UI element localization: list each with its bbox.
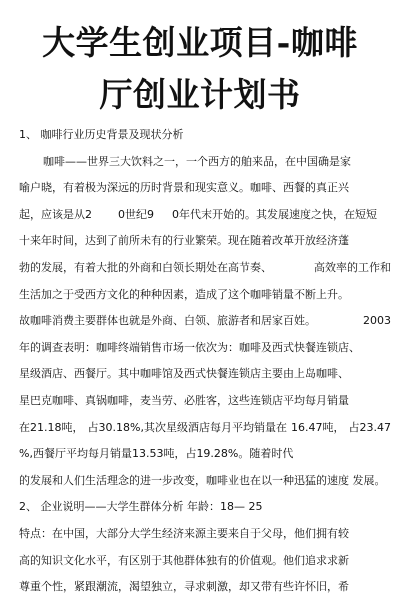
text-segment: 生活加之于受西方文化的种种因素，造成了这个咖啡销量不断上升。 (19, 287, 349, 301)
text-segment: 高效率的工作和 (314, 260, 391, 274)
document-title-line-2: 厅创业计划书 (99, 75, 301, 114)
paragraph-line (19, 574, 391, 601)
text-segment: 2、 企业说明——大学生群体分析 年龄：18— 25 (19, 500, 263, 514)
text-segment: 十来年时间，达到了前所未有的行业繁荣。现在随着改革开放经济蓬 (19, 234, 349, 248)
text-segment: 故咖啡消费主要群体也就是外商、白领、旅游者和居家百姓。 (19, 314, 316, 328)
paragraph-line (19, 441, 391, 468)
paragraph-line (19, 335, 391, 362)
paragraph-line (19, 282, 391, 309)
paragraph-line (19, 361, 391, 388)
section-heading-1 (19, 122, 391, 149)
text-segment: 年的调查表明：咖啡终端销售市场一依次为：咖啡及西式快餐连锁店、 (19, 340, 360, 354)
text-segment: 喻户晓，有着极为深远的历时背景和现实意义。咖啡、西餐的真正兴 (19, 181, 349, 195)
paragraph-line (19, 228, 391, 255)
text-segment: %,西餐厅平均每月销量13.53吨，占19.28%。随着时代 (19, 447, 294, 461)
paragraph-line (19, 255, 391, 282)
text-segment: 在21.18吨， (19, 420, 84, 434)
document-body (19, 122, 391, 601)
text-segment: 星级酒店、西餐厅。其中咖啡馆及西式快餐连锁店主要由上岛咖啡、 (19, 367, 349, 381)
paragraph-line (19, 548, 391, 575)
text-segment: 占30.18%,其次星级酒店每月平均销量在 (87, 420, 287, 434)
paragraph-line (19, 388, 391, 415)
text-segment: 星巴克咖啡、真锅咖啡，麦当劳、必胜客，这些连锁店平均每月销量 (19, 393, 349, 407)
section-heading-2 (19, 494, 391, 521)
text-segment: 0年代末开始的。其发展速度之快，在短短 (172, 207, 377, 221)
paragraph-line (19, 175, 391, 202)
text-segment: 2003 (363, 314, 391, 328)
document-title-line-1: 大学生创业项目-咖啡 (42, 23, 358, 62)
text-segment: 16.47吨， (290, 420, 345, 434)
text-segment: 尊重个性，紧跟潮流，渴望独立，寻求刺激，却又带有些许怀旧，希 (19, 580, 349, 594)
text-segment: 的发展和人们生活理念的进一步改变，咖啡业也在以一种迅猛的速度 发展。 (19, 473, 386, 487)
paragraph-line (19, 415, 391, 442)
paragraph-line (19, 468, 391, 495)
text-segment: 高的知识文化水平，有区别于其他群体独有的价值观。他们追求求新 (19, 553, 349, 567)
text-segment: 0世纪9 (118, 207, 154, 221)
text-segment: 起，应该是从2 (19, 207, 92, 221)
text-segment: 1、 咖啡行业历史背景及现状分析 (19, 128, 184, 141)
text-segment: 咖啡——世界三大饮料之一，一个西方的舶来品，在中国确是家 (43, 154, 351, 168)
text-segment: 特点：在中国，大部分大学生经济来源主要来自于父母，他们拥有较 (19, 526, 349, 540)
paragraph-line (19, 521, 391, 548)
paragraph-line (19, 202, 391, 229)
text-segment: 占23.47 (348, 420, 391, 434)
text-segment: 勃的发展，有着大批的外商和白领长期处在高节奏、 (19, 260, 272, 274)
paragraph-line (19, 149, 391, 176)
paragraph-line (19, 308, 391, 335)
